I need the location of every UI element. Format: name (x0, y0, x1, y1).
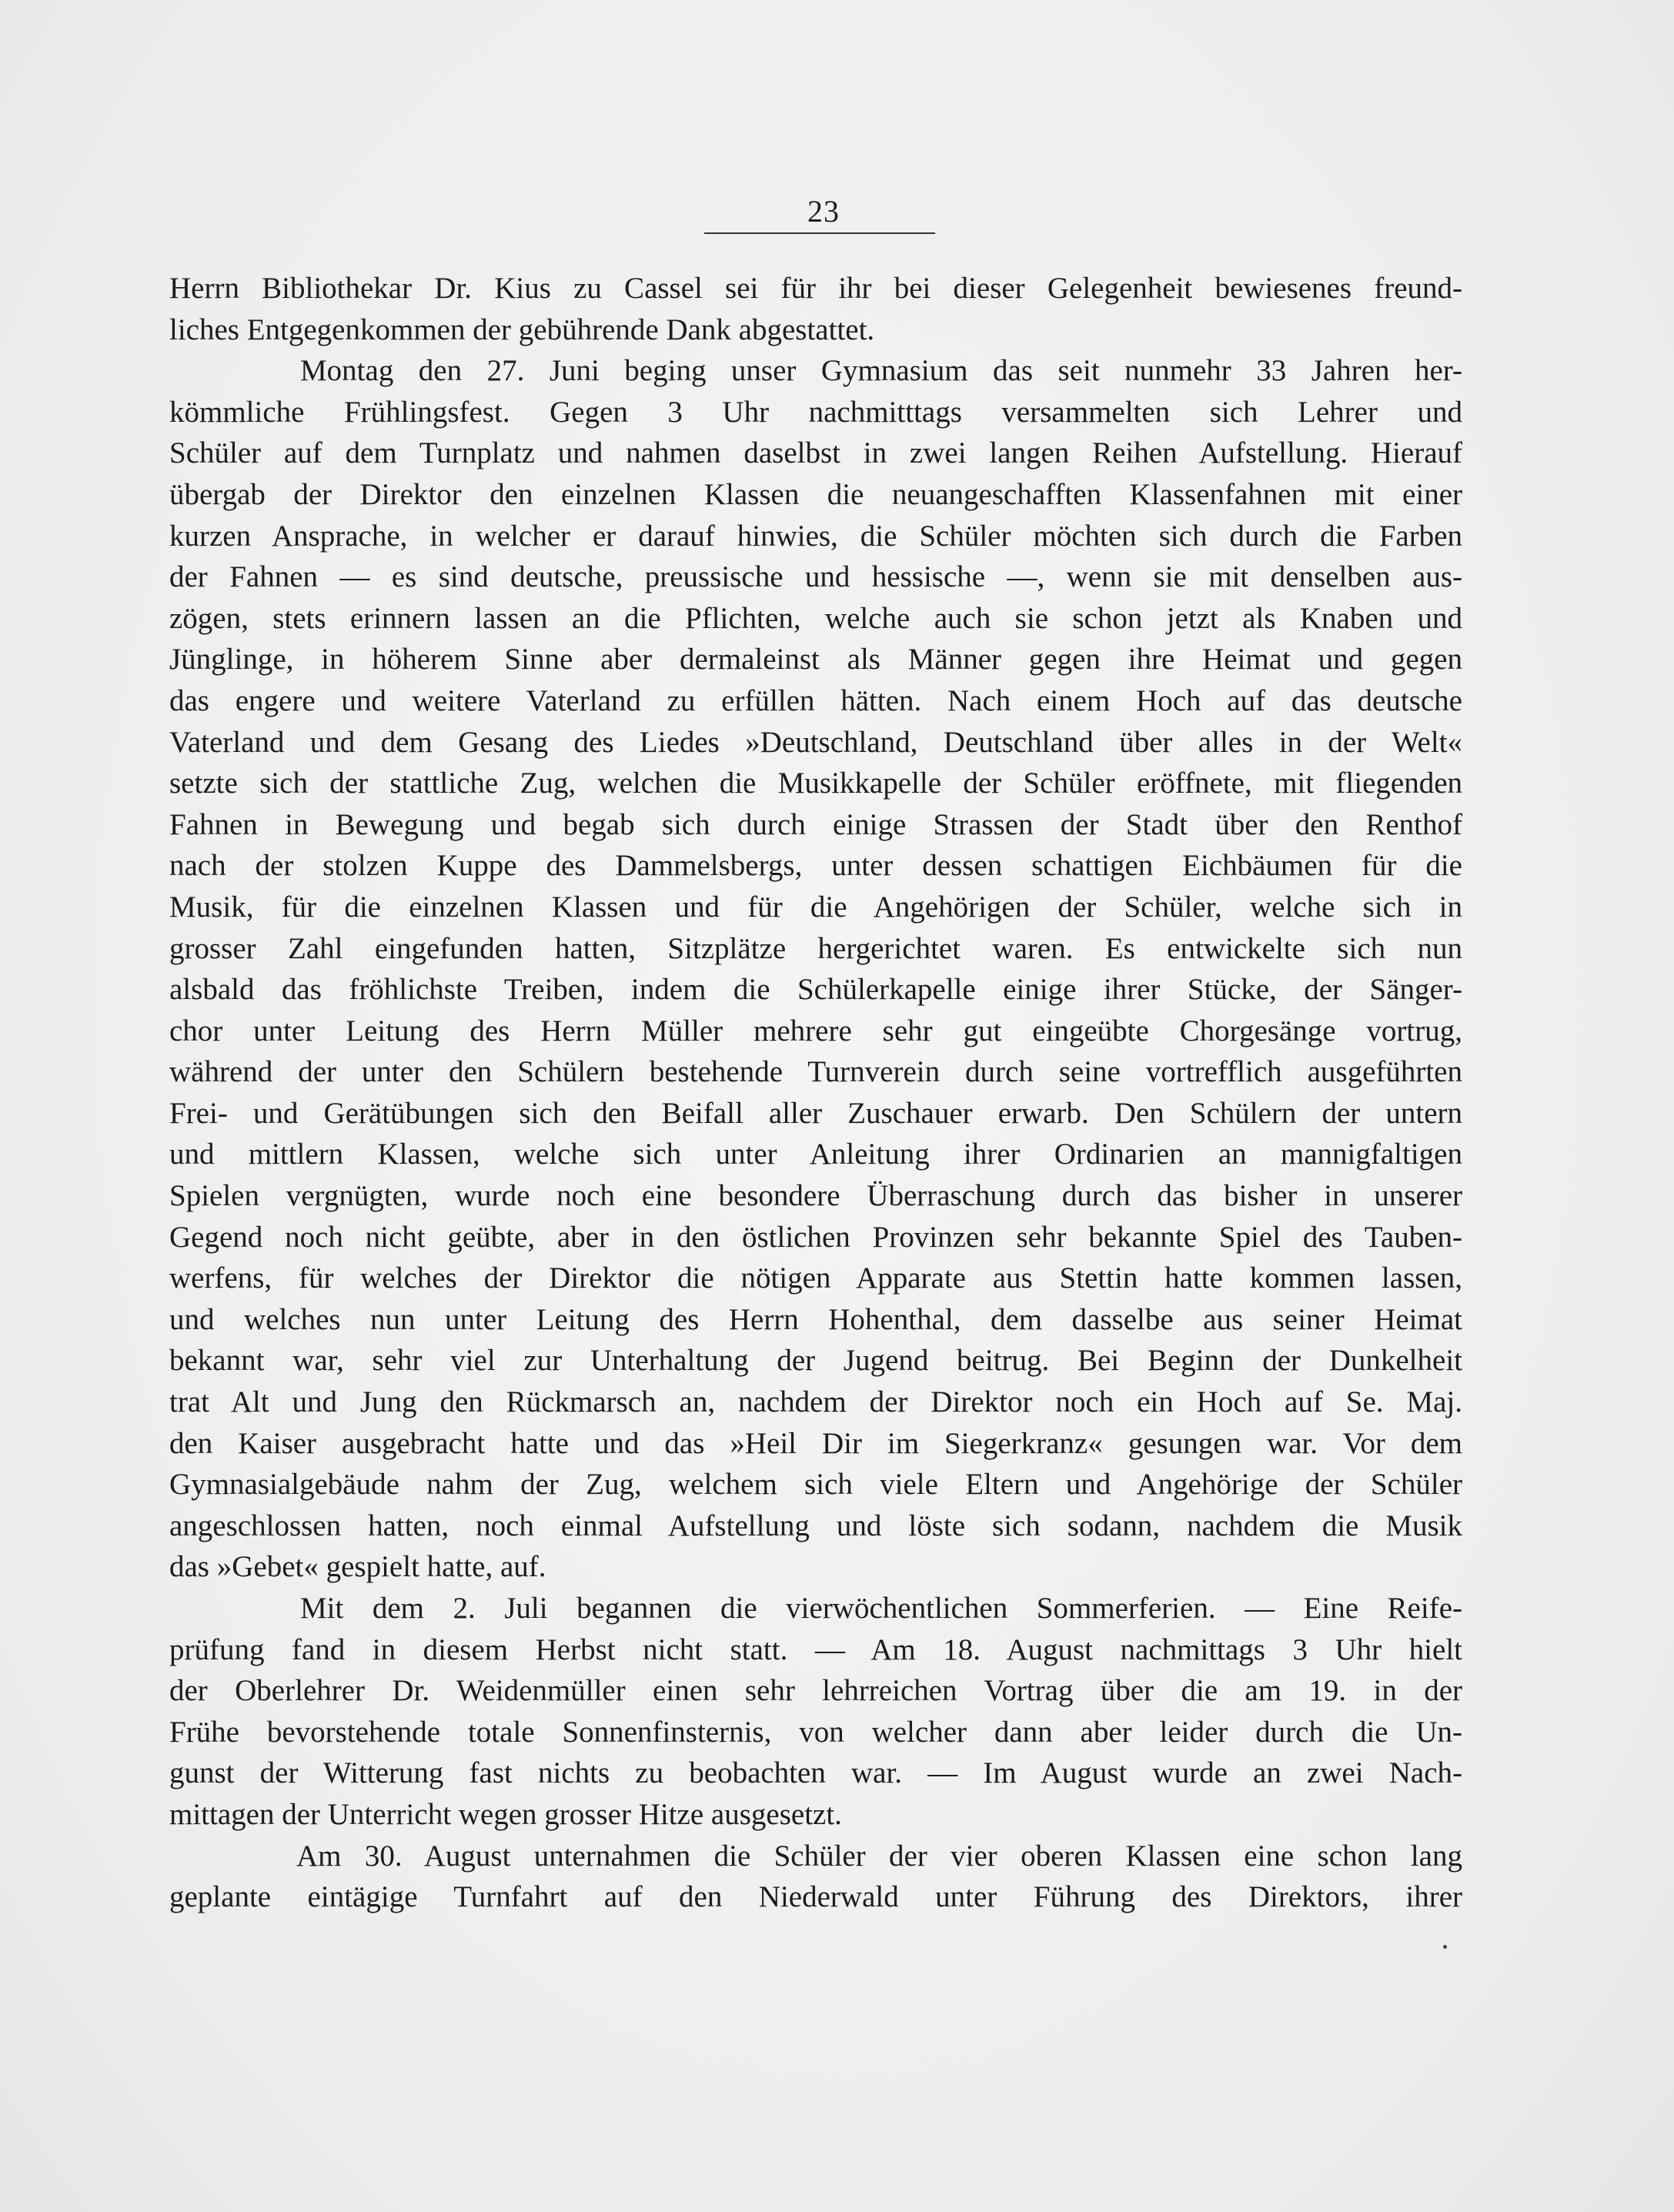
text-line: Montag den 27. Juni beging unser Gymnasium das seit nunmehr 33 Jahren her- (300, 354, 1462, 388)
text-line: und welches nun unter Leitung des Herrn Hohenthal, dem dasselbe aus seiner Heimat (169, 1302, 1462, 1336)
page-number: 23 (807, 194, 840, 229)
text-line: Spielen vergnügten, wurde noch eine besondere Überraschung durch das bisher in unserer (169, 1179, 1462, 1213)
text-line: und mittlern Klassen, welche sich unter Anleitung ihrer Ordinarien an mannigfaltigen (169, 1138, 1462, 1171)
text-line: während der unter den Schülern bestehende Turnverein durch seine vortrefflich ausgeführten (169, 1055, 1462, 1089)
text-line: das engere und weitere Vaterland zu erfüllen hätten. Nach einem Hoch auf das deutsche (169, 683, 1462, 717)
text-line: Jünglinge, in höherem Sinne aber dermaleinst als Männer gegen ihre Heimat und gegen (169, 643, 1462, 677)
text-line: Gymnasialgebäude nahm der Zug, welchem sich viele Eltern und Angehörige der Schüler (169, 1468, 1462, 1502)
text-line: zögen, stets erinnern lassen an die Pflichten, welche auch sie schon jetzt als Knaben und (169, 601, 1462, 635)
text-line: übergab der Direktor den einzelnen Klassen die neuangeschafften Klassenfahnen mit einer (169, 477, 1462, 511)
text-line: alsbald das fröhlichste Treiben, indem die Schülerkapelle einige ihrer Stücke, der Sänger- (169, 973, 1462, 1007)
page-number-rule (704, 232, 935, 234)
text-line: geplante eintägige Turnfahrt auf den Niederwald unter Führung des Direktors, ihrer (169, 1880, 1462, 1914)
text-line: kurzen Ansprache, in welcher er darauf hinwies, die Schüler möchten sich durch die Farben (169, 519, 1462, 553)
text-line: der Oberlehrer Dr. Weidenmüller einen sehr lehrreichen Vortrag über die am 19. in der (169, 1674, 1462, 1708)
text-line: Gegend noch nicht geübte, aber in den östlichen Provinzen sehr bekannte Spiel des Tauben- (169, 1220, 1462, 1254)
text-line: nach der stolzen Kuppe des Dammelsbergs, unter dessen schattigen Eichbäumen für die (169, 849, 1462, 883)
text-line: grosser Zahl eingefunden hatten, Sitzplätze hergerichtet waren. Es entwickelte sich nun (169, 931, 1462, 965)
text-line: Schüler auf dem Turnplatz und nahmen daselbst in zwei langen Reihen Aufstellung. Hierauf (169, 436, 1462, 470)
body-text (169, 268, 1462, 1918)
ink-speck (1443, 1945, 1447, 1949)
text-line: Musik, für die einzelnen Klassen und für die Angehörigen der Schüler, welche sich in (169, 890, 1462, 924)
text-line: liches Entgegenkommen der gebührende Dank abgestattet. (169, 312, 875, 346)
text-line: den Kaiser ausgebracht hatte und das »Heil Dir im Siegerkranz« gesungen war. Vor dem (169, 1426, 1462, 1460)
text-line: mittagen der Unterricht wegen grosser Hitze ausgesetzt. (169, 1797, 842, 1831)
text-line: prüfung fand in diesem Herbst nicht statt. — Am 18. August nachmittags 3 Uhr hielt (169, 1632, 1462, 1666)
text-line: trat Alt und Jung den Rückmarsch an, nachdem der Direktor noch ein Hoch auf Se. Maj. (169, 1385, 1462, 1419)
text-line: das »Gebet« gespielt hatte, auf. (169, 1550, 546, 1584)
text-line: setzte sich der stattliche Zug, welchen die Musikkapelle der Schüler eröffnete, mit fliegenden (169, 767, 1462, 800)
text-line: Frühe bevorstehende totale Sonnenfinsternis, von welcher dann aber leider durch die Un- (169, 1715, 1462, 1749)
text-line: Am 30. August unternahmen die Schüler der vier oberen Klassen eine schon lang (296, 1839, 1462, 1873)
text-line: Mit dem 2. Juli begannen die vierwöchentlichen Sommerferien. — Eine Reife- (300, 1592, 1462, 1625)
text-line: werfens, für welches der Direktor die nötigen Apparate aus Stettin hatte kommen lassen, (169, 1261, 1462, 1295)
text-line: Fahnen in Bewegung und begab sich durch einige Strassen der Stadt über den Renthof (169, 807, 1462, 841)
text-line: chor unter Leitung des Herrn Müller mehrere sehr gut eingeübte Chorgesänge vortrug, (169, 1014, 1462, 1048)
text-line: kömmliche Frühlingsfest. Gegen 3 Uhr nachmitttags versammelten sich Lehrer und (169, 395, 1462, 429)
text-line: Vaterland und dem Gesang des Liedes »Deutschland, Deutschland über alles in der Welt« (169, 725, 1462, 759)
text-line: Frei- und Gerätübungen sich den Beifall aller Zuschauer erwarb. Den Schülern der untern (169, 1096, 1462, 1130)
text-line: bekannt war, sehr viel zur Unterhaltung der Jugend beitrug. Bei Beginn der Dunkelheit (169, 1344, 1462, 1378)
text-line: der Fahnen — es sind deutsche, preussische und hessische —, wenn sie mit denselben aus- (169, 560, 1462, 594)
text-line: gunst der Witterung fast nichts zu beobachten war. — Im August wurde an zwei Nach- (169, 1756, 1462, 1790)
text-line: Herrn Bibliothekar Dr. Kius zu Cassel sei für ihr bei dieser Gelegenheit bewiesenes freund- (169, 272, 1462, 305)
text-line: angeschlossen hatten, noch einmal Aufstellung und löste sich sodann, nachdem die Musik (169, 1509, 1462, 1542)
